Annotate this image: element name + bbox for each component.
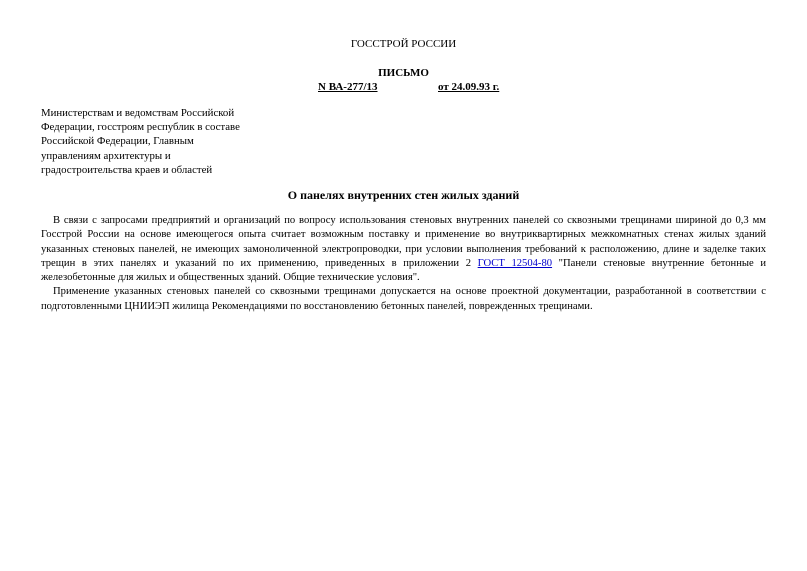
- body-paragraph-2: Применение указанных стеновых панелей со сквозными трещинами допускается на основе проектной документации, разработанной в соответствии с подготовленными ЦНИИЭП жилища Рекомендациями по восстановлению бетонных панелей, поврежденных трещинами.: [41, 286, 766, 312]
- paragraph-1-text-end: "Панели стеновые внутренние бетонные и железобетонные для жилых и общественных зданий. Общие технические условия".: [41, 257, 767, 284]
- letter-number: N ВА-277/13: [318, 81, 378, 93]
- paragraph-1-text-start: В связи с запросами предприятий и организаций по вопросу использования стеновых внутренних панелей со сквозными трещинами шириной до 0,3 мм Госстрой России на основе имеющегося опыта считает возможным поставку и применение во внутриквартирных межкомнатных стенах жилых зданий указанных стеновых панелей, не имеющих замоноличенной электропроводки, при условии выполнения требований к расположению, длине и заделке таких трещин в этих панелях и указаний по их применению, приведенных в приложении 2: [41, 215, 766, 269]
- body-paragraph-1: [41, 214, 766, 285]
- letter-date: от 24.09.93 г.: [438, 81, 500, 93]
- letter-body: [41, 214, 766, 314]
- document-type: ПИСЬМО: [378, 67, 429, 79]
- gost-link[interactable]: ГОСТ 12504-80: [477, 257, 553, 269]
- letter-subject: О панелях внутренних стен жилых зданий: [287, 188, 520, 202]
- issuing-organization: ГОССТРОЙ РОССИИ: [350, 38, 457, 50]
- addressee-block: Министерствам и ведомствам Российской Федерации, госстроям республик в составе Российской Федерации, Главным управлениям архитектуры и градостроительства краев и областей: [41, 107, 240, 176]
